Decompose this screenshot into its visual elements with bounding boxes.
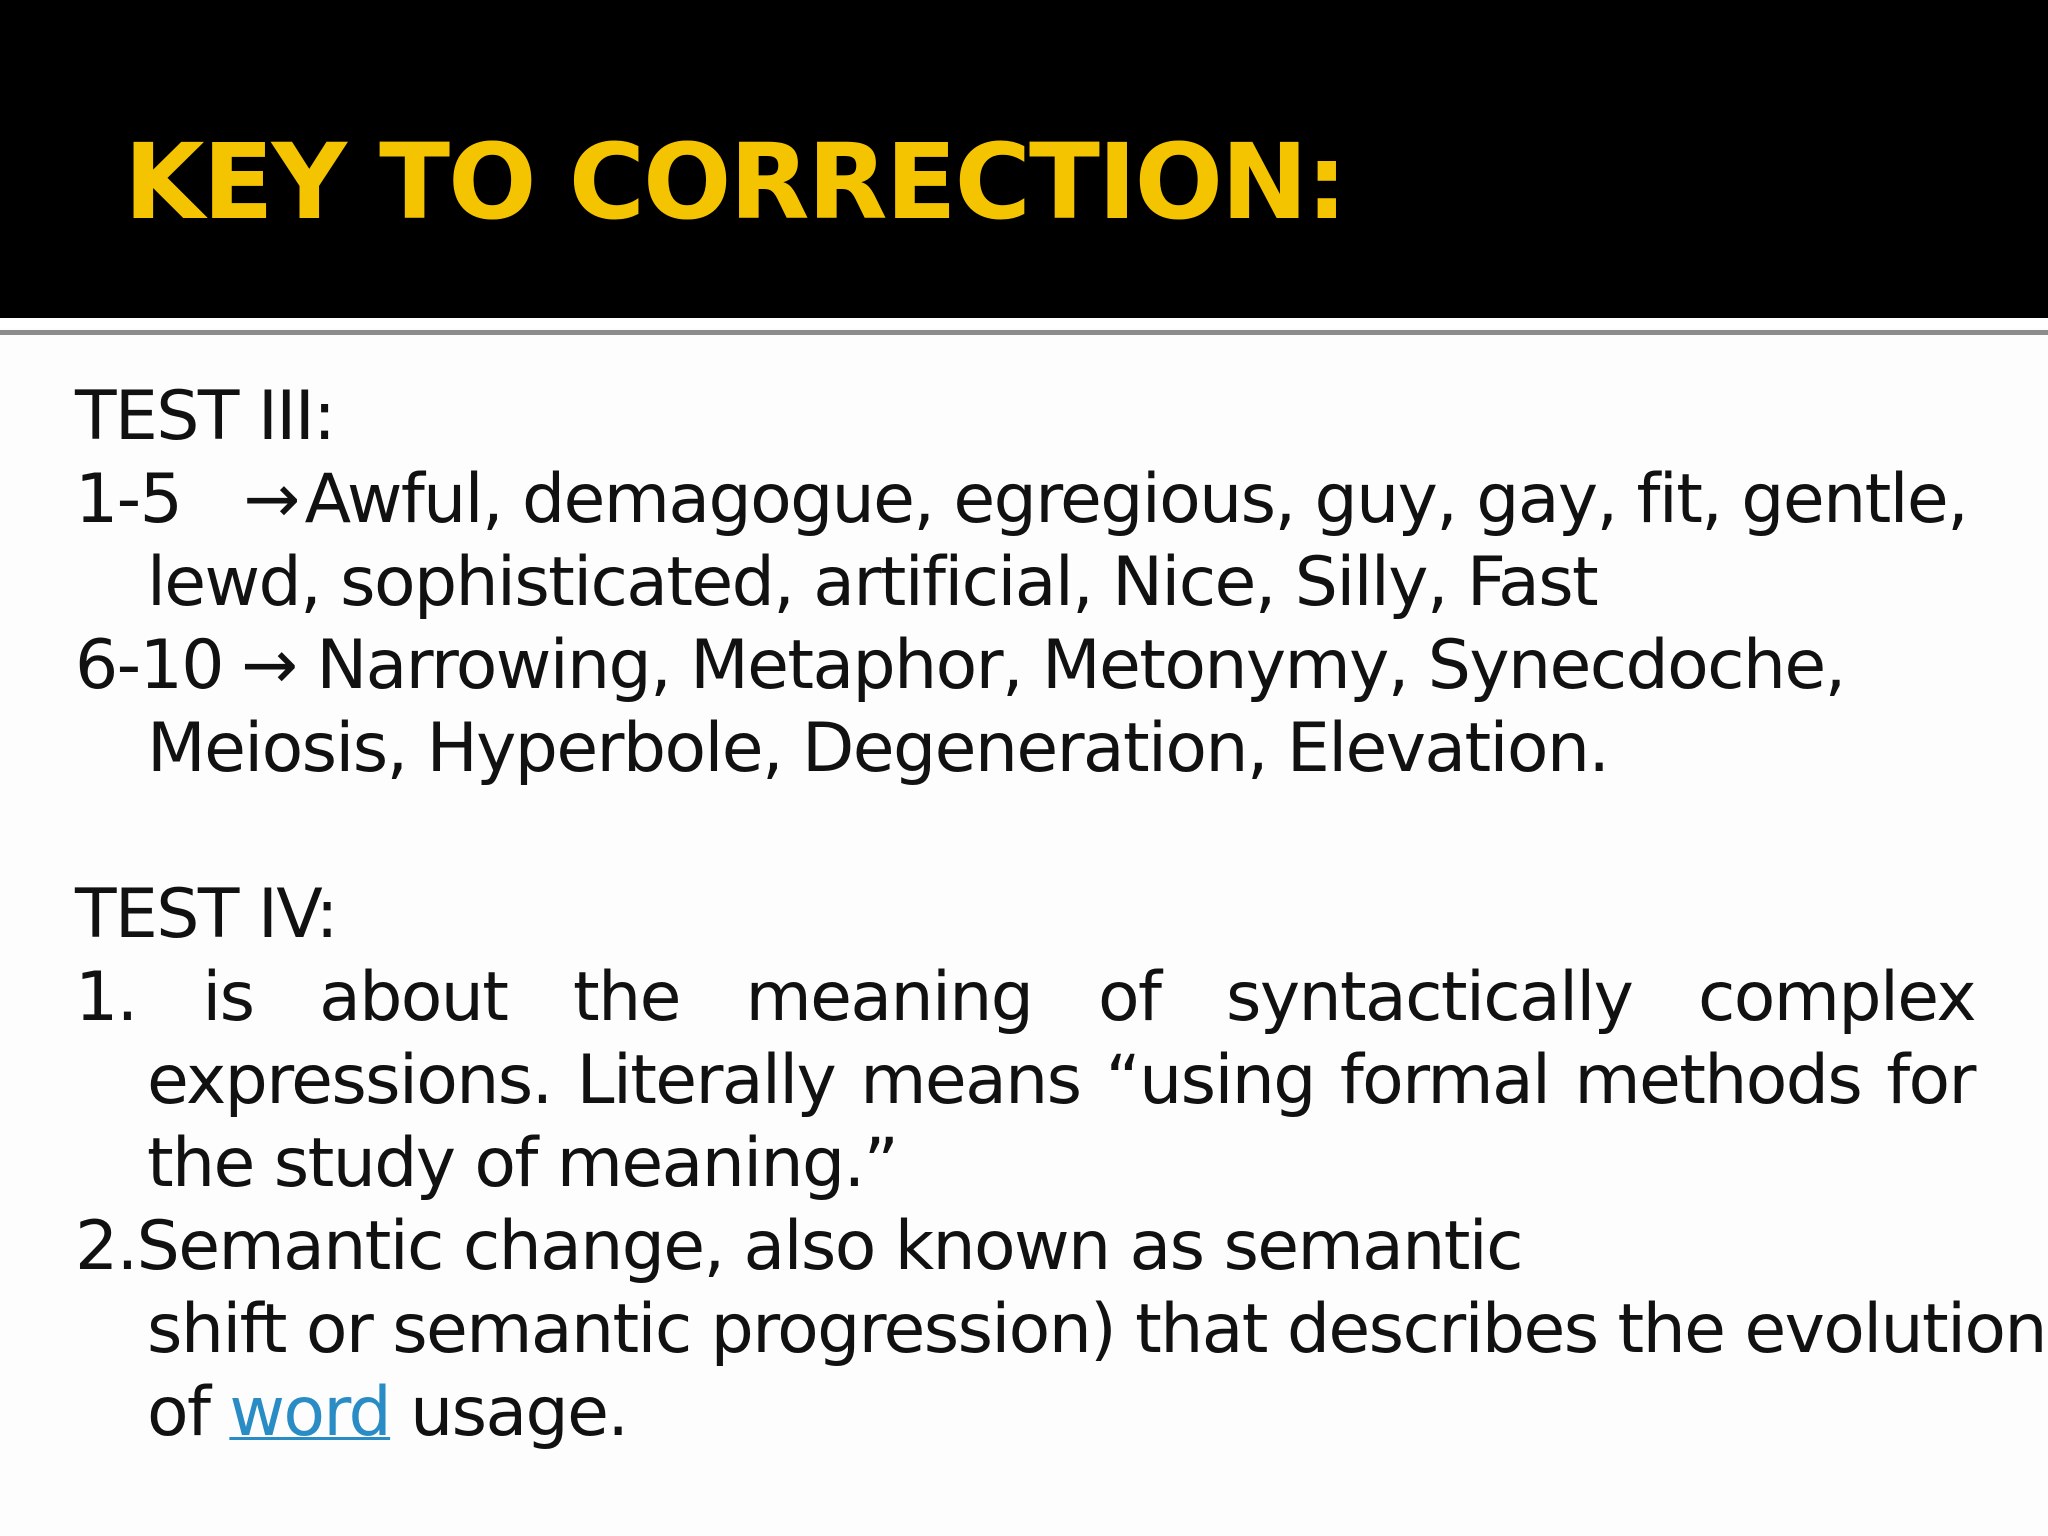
test4-heading: TEST IV: (75, 875, 337, 954)
test3-item-1-number: 1-5 (75, 460, 182, 539)
test4-item-1-line-2 (147, 1039, 1975, 1122)
justified-word: about (319, 958, 508, 1037)
test3-item-1-line-1 (75, 458, 1975, 541)
test4-item-2-line-3 (75, 1371, 1975, 1454)
justified-word: “using (1105, 1041, 1315, 1120)
test3-item-2-number: 6-10 (75, 626, 223, 705)
text-suffix: usage. (390, 1373, 628, 1452)
justified-word: methods (1574, 1041, 1862, 1120)
test4-item-1-line-3: the study of meaning.” (147, 1124, 898, 1203)
word-link[interactable]: word (229, 1373, 391, 1452)
justified-word: is (202, 958, 254, 1037)
justified-word: the (573, 958, 680, 1037)
justified-word: 1. (75, 958, 137, 1037)
test4-item-2-line-2: shift or semantic progression) that describes the evolution (147, 1290, 2046, 1369)
text-prefix: of (147, 1373, 230, 1452)
test3-item-2-text: Narrowing, Metaphor, Metonymy, Synecdoche, (316, 626, 1845, 705)
test3-heading: TEST III: (75, 377, 335, 456)
justified-word: of (1097, 958, 1161, 1037)
test3-item-2-line-1 (75, 624, 1975, 707)
justified-word: for (1886, 1041, 1975, 1120)
slide-body (75, 375, 2046, 1454)
title-divider-grey (0, 330, 2048, 335)
justified-word: syntactically (1226, 958, 1633, 1037)
justified-word: expressions. (147, 1041, 552, 1120)
right-arrow-icon: → (240, 626, 297, 705)
justified-word: complex (1698, 958, 1975, 1037)
justified-word: meaning (745, 958, 1033, 1037)
test3-item-2-line-2: Meiosis, Hyperbole, Degeneration, Elevation. (147, 709, 1609, 788)
test4-item-1-line-1 (75, 956, 1975, 1039)
justified-word: Literally (576, 1041, 836, 1120)
test3-item-1-line-2: lewd, sophisticated, artificial, Nice, Silly, Fast (147, 543, 1598, 622)
test3-item-1-text: Awful, demagogue, egregious, guy, gay, fit, gentle, (304, 460, 1968, 539)
justified-word: formal (1339, 1041, 1550, 1120)
title-divider-white (0, 318, 2048, 328)
spacer (75, 790, 1975, 873)
slide-title: KEY TO CORRECTION: (124, 121, 1346, 243)
title-bar (0, 0, 2048, 318)
test4-item-2-line-1: 2.Semantic change, also known as semantic (75, 1207, 1522, 1286)
right-arrow-icon: → (243, 460, 299, 539)
justified-word: means (860, 1041, 1081, 1120)
